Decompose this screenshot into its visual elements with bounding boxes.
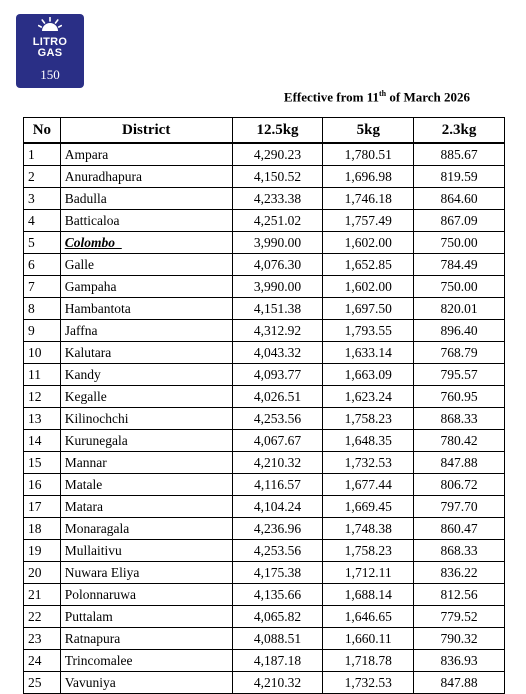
cell-district: Colombo_ <box>60 232 232 254</box>
table-row <box>24 430 505 452</box>
cell-no: 1 <box>24 143 61 166</box>
cell-no: 20 <box>24 562 61 584</box>
table-row <box>24 496 505 518</box>
cell-5kg: 1,633.14 <box>323 342 414 364</box>
cell-no: 4 <box>24 210 61 232</box>
cell-district: Nuwara Eliya <box>60 562 232 584</box>
cell-no: 12 <box>24 386 61 408</box>
cell-no: 7 <box>24 276 61 298</box>
table-row <box>24 584 505 606</box>
cell-2-3kg: 795.57 <box>414 364 505 386</box>
cell-no: 13 <box>24 408 61 430</box>
cell-2-3kg: 864.60 <box>414 188 505 210</box>
cell-2-3kg: 868.33 <box>414 540 505 562</box>
cell-no: 8 <box>24 298 61 320</box>
logo-anniversary: 150 <box>40 67 60 82</box>
cell-district: Monaragala <box>60 518 232 540</box>
cell-5kg: 1,732.53 <box>323 672 414 694</box>
cell-5kg: 1,718.78 <box>323 650 414 672</box>
table-row <box>24 386 505 408</box>
cell-5kg: 1,646.65 <box>323 606 414 628</box>
cell-no: 18 <box>24 518 61 540</box>
cell-5kg: 1,696.98 <box>323 166 414 188</box>
table-row <box>24 254 505 276</box>
cell-2-3kg: 780.42 <box>414 430 505 452</box>
cell-12-5kg: 4,290.23 <box>232 143 323 166</box>
cell-2-3kg: 784.49 <box>414 254 505 276</box>
cell-2-3kg: 768.79 <box>414 342 505 364</box>
effective-suffix: of March 2026 <box>386 89 470 105</box>
table-row <box>24 540 505 562</box>
table-row <box>24 408 505 430</box>
header-12-5kg: 12.5kg <box>232 118 323 144</box>
cell-12-5kg: 4,093.77 <box>232 364 323 386</box>
cell-district: Puttalam <box>60 606 232 628</box>
cell-district: Polonnaruwa <box>60 584 232 606</box>
cell-12-5kg: 4,088.51 <box>232 628 323 650</box>
cell-no: 5 <box>24 232 61 254</box>
cell-5kg: 1,688.14 <box>323 584 414 606</box>
cell-2-3kg: 868.33 <box>414 408 505 430</box>
cell-5kg: 1,757.49 <box>323 210 414 232</box>
cell-12-5kg: 4,210.32 <box>232 672 323 694</box>
cell-2-3kg: 896.40 <box>414 320 505 342</box>
cell-district: Gampaha <box>60 276 232 298</box>
table-row <box>24 628 505 650</box>
cell-5kg: 1,623.24 <box>323 386 414 408</box>
cell-12-5kg: 4,067.67 <box>232 430 323 452</box>
cell-5kg: 1,758.23 <box>323 540 414 562</box>
logo-brand-line2: GAS <box>37 47 63 59</box>
cell-district: Ampara <box>60 143 232 166</box>
cell-no: 3 <box>24 188 61 210</box>
cell-no: 22 <box>24 606 61 628</box>
cell-5kg: 1,602.00 <box>323 232 414 254</box>
cell-2-3kg: 836.93 <box>414 650 505 672</box>
cell-no: 2 <box>24 166 61 188</box>
cell-district: Kilinochchi <box>60 408 232 430</box>
cell-5kg: 1,793.55 <box>323 320 414 342</box>
logo-brand-line1: LITRO <box>32 36 68 48</box>
table-row <box>24 606 505 628</box>
cell-no: 21 <box>24 584 61 606</box>
effective-ordinal: th <box>378 89 387 98</box>
effective-prefix: Effective from 11 <box>283 89 379 105</box>
cell-2-3kg: 750.00 <box>414 232 505 254</box>
cell-district: Mullaitivu <box>60 540 232 562</box>
table-row <box>24 562 505 584</box>
cell-12-5kg: 4,253.56 <box>232 408 323 430</box>
cell-no: 19 <box>24 540 61 562</box>
cell-5kg: 1,602.00 <box>323 276 414 298</box>
cell-12-5kg: 3,990.00 <box>232 232 323 254</box>
cell-5kg: 1,669.45 <box>323 496 414 518</box>
cell-2-3kg: 750.00 <box>414 276 505 298</box>
cell-12-5kg: 4,151.38 <box>232 298 323 320</box>
cell-12-5kg: 4,187.18 <box>232 650 323 672</box>
table-row <box>24 320 505 342</box>
cell-no: 17 <box>24 496 61 518</box>
table-row <box>24 143 505 166</box>
cell-no: 6 <box>24 254 61 276</box>
cell-5kg: 1,663.09 <box>323 364 414 386</box>
cell-district: Matale <box>60 474 232 496</box>
table-row <box>24 188 505 210</box>
cell-2-3kg: 836.22 <box>414 562 505 584</box>
litro-gas-logo <box>16 14 84 88</box>
cell-no: 9 <box>24 320 61 342</box>
table-row <box>24 364 505 386</box>
cell-2-3kg: 867.09 <box>414 210 505 232</box>
cell-5kg: 1,677.44 <box>323 474 414 496</box>
cell-2-3kg: 819.59 <box>414 166 505 188</box>
cell-district: Ratnapura <box>60 628 232 650</box>
cell-district: Kurunegala <box>60 430 232 452</box>
header-2-3kg: 2.3kg <box>414 118 505 144</box>
cell-no: 16 <box>24 474 61 496</box>
cell-5kg: 1,758.23 <box>323 408 414 430</box>
cell-2-3kg: 847.88 <box>414 672 505 694</box>
cell-district: Mannar <box>60 452 232 474</box>
cell-district: Vavuniya <box>60 672 232 694</box>
header-5kg: 5kg <box>323 118 414 144</box>
cell-2-3kg: 760.95 <box>414 386 505 408</box>
cell-district: Badulla <box>60 188 232 210</box>
cell-no: 23 <box>24 628 61 650</box>
cell-5kg: 1,652.85 <box>323 254 414 276</box>
cell-5kg: 1,660.11 <box>323 628 414 650</box>
table-row <box>24 474 505 496</box>
cell-5kg: 1,712.11 <box>323 562 414 584</box>
cell-12-5kg: 4,026.51 <box>232 386 323 408</box>
cell-12-5kg: 4,251.02 <box>232 210 323 232</box>
cell-2-3kg: 847.88 <box>414 452 505 474</box>
cell-2-3kg: 806.72 <box>414 474 505 496</box>
table-row <box>24 452 505 474</box>
cell-12-5kg: 4,043.32 <box>232 342 323 364</box>
cell-no: 25 <box>24 672 61 694</box>
cell-12-5kg: 4,076.30 <box>232 254 323 276</box>
cell-12-5kg: 4,236.96 <box>232 518 323 540</box>
cell-2-3kg: 779.52 <box>414 606 505 628</box>
header-district: District <box>60 118 232 144</box>
cell-2-3kg: 790.32 <box>414 628 505 650</box>
cell-no: 24 <box>24 650 61 672</box>
table-row <box>24 650 505 672</box>
cell-2-3kg: 797.70 <box>414 496 505 518</box>
table-row <box>24 210 505 232</box>
cell-5kg: 1,748.38 <box>323 518 414 540</box>
cell-12-5kg: 4,233.38 <box>232 188 323 210</box>
cell-5kg: 1,697.50 <box>323 298 414 320</box>
cell-district: Jaffna <box>60 320 232 342</box>
cell-12-5kg: 4,253.56 <box>232 540 323 562</box>
cell-district: Trincomalee <box>60 650 232 672</box>
cell-12-5kg: 4,312.92 <box>232 320 323 342</box>
cell-12-5kg: 4,104.24 <box>232 496 323 518</box>
cell-no: 15 <box>24 452 61 474</box>
cell-12-5kg: 3,990.00 <box>232 276 323 298</box>
cell-district: Kandy <box>60 364 232 386</box>
effective-date <box>284 89 470 105</box>
cell-district: Galle <box>60 254 232 276</box>
cell-12-5kg: 4,150.52 <box>232 166 323 188</box>
table-row <box>24 276 505 298</box>
cell-12-5kg: 4,210.32 <box>232 452 323 474</box>
cell-5kg: 1,746.18 <box>323 188 414 210</box>
table-row <box>24 298 505 320</box>
cell-5kg: 1,648.35 <box>323 430 414 452</box>
table-row <box>24 166 505 188</box>
table-row <box>24 672 505 694</box>
cell-district: Hambantota <box>60 298 232 320</box>
cell-12-5kg: 4,065.82 <box>232 606 323 628</box>
price-table <box>23 117 505 694</box>
cell-2-3kg: 860.47 <box>414 518 505 540</box>
sun-logo-icon <box>38 17 62 31</box>
cell-no: 10 <box>24 342 61 364</box>
price-table-header <box>24 118 505 144</box>
cell-district: Matara <box>60 496 232 518</box>
cell-district: Batticaloa <box>60 210 232 232</box>
cell-12-5kg: 4,135.66 <box>232 584 323 606</box>
cell-2-3kg: 812.56 <box>414 584 505 606</box>
table-row <box>24 518 505 540</box>
cell-2-3kg: 820.01 <box>414 298 505 320</box>
table-row <box>24 232 505 254</box>
cell-no: 14 <box>24 430 61 452</box>
cell-district: Kalutara <box>60 342 232 364</box>
cell-no: 11 <box>24 364 61 386</box>
cell-12-5kg: 4,116.57 <box>232 474 323 496</box>
header-no: No <box>24 118 61 144</box>
cell-district: Kegalle <box>60 386 232 408</box>
cell-12-5kg: 4,175.38 <box>232 562 323 584</box>
cell-5kg: 1,780.51 <box>323 143 414 166</box>
cell-district: Anuradhapura <box>60 166 232 188</box>
table-row <box>24 342 505 364</box>
cell-2-3kg: 885.67 <box>414 143 505 166</box>
cell-5kg: 1,732.53 <box>323 452 414 474</box>
